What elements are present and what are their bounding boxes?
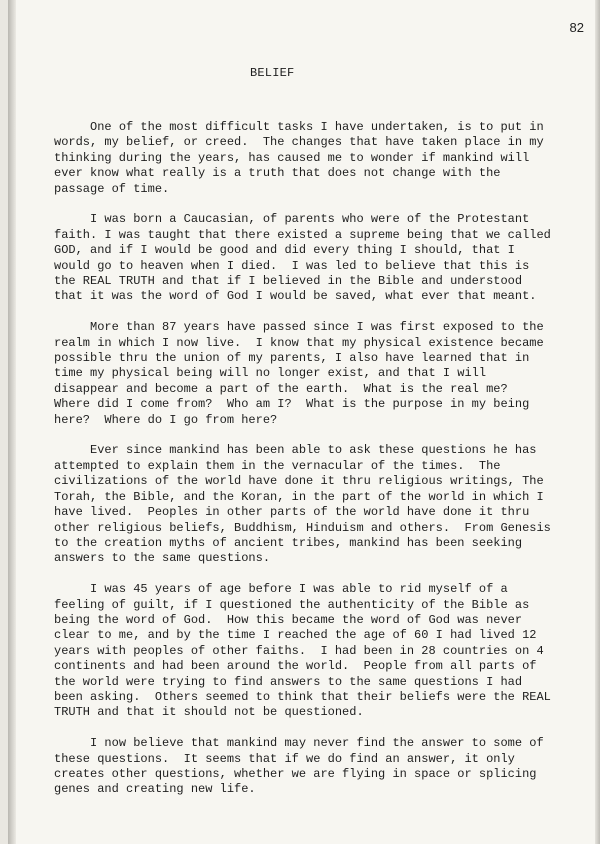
paragraph-3: More than 87 years have passed since I was first exposed to the realm in which I now live. I know that my physical existence became possible thru the union of my parents, I also have learned that in time my physical being will no longer exist, and that I will disappear and become a part of the earth. What is the real me? Where did I come from? Who am I? What is the purpose in my being here? Where do I go from here? xyxy=(54,320,551,427)
page-right-edge xyxy=(595,0,600,844)
page-title: BELIEF xyxy=(250,66,295,80)
document-page xyxy=(8,0,600,844)
page-binding-edge xyxy=(8,0,16,844)
paragraph-2: I was born a Caucasian, of parents who were of the Protestant faith. I was taught that there existed a supreme being that we called GOD, and if I would be good and did every thing I should, that I would go to heaven when I died. I was led to believe that this is the REAL TRUTH and that if I believed in the Bible and understood that it was the word of God I would be saved, what ever that meant. xyxy=(54,212,559,304)
paragraph-4: Ever since mankind has been able to ask these questions he has attempted to explain them in the vernacular of the times. The civilizations of the world have done it thru religious writings, The Torah, the Bible, and the Koran, in the part of the world in which I have lived. Peoples in other parts of the world have done it thru other religious beliefs, Buddhism, Hinduism and others. From Genesis to the creation myths of ancient tribes, mankind has been seeking answers to the same questions. xyxy=(54,443,559,566)
page-number: 82 xyxy=(569,20,584,35)
paragraph-6: I now believe that mankind may never find the answer to some of these questions. It seems that if we do find an answer, it only creates other questions, whether we are flying in space or splicing genes and creating new life. xyxy=(54,736,551,797)
document-body xyxy=(54,120,559,813)
paragraph-1: One of the most difficult tasks I have undertaken, is to put in words, my belief, or creed. The changes that have taken place in my thinking during the years, has caused me to wonder if mankind will ever know what really is a truth that does not change with the passage of time. xyxy=(54,120,551,196)
paragraph-5: I was 45 years of age before I was able to rid myself of a feeling of guilt, if I questioned the authenticity of the Bible as being the word of God. How this became the word of God was never clear to me, and by the time I reached the age of 60 I had lived 12 years with peoples of other faiths. I had been in 28 countries on 4 continents and had been around the world. People from all parts of the world were trying to find answers to the same questions I had been asking. Others seemed to think that their beliefs were the REAL TRUTH and that it should not be questioned. xyxy=(54,582,559,720)
